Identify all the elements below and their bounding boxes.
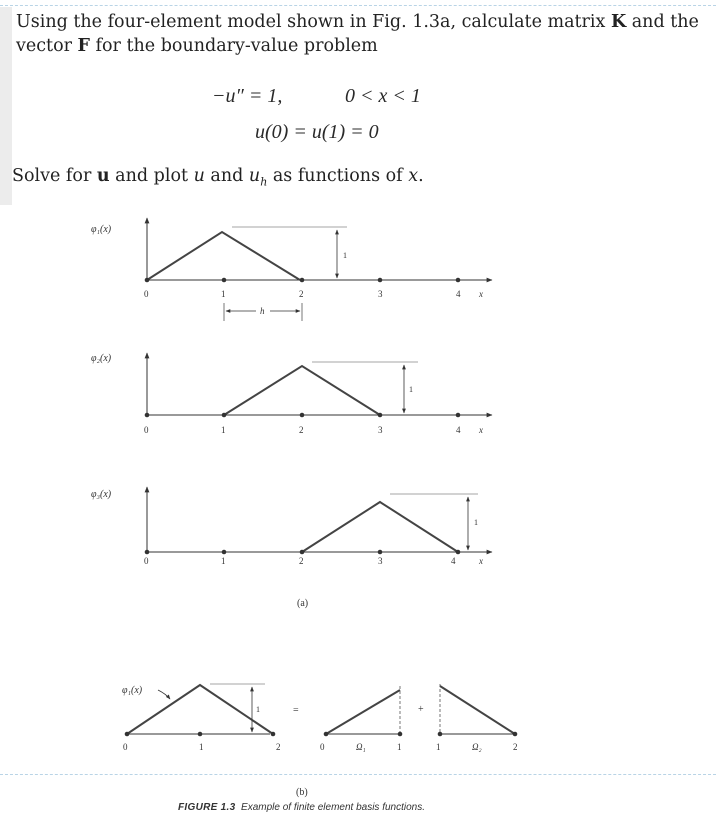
phi1-hat-curve: [127, 685, 273, 734]
node-label: 0: [123, 742, 128, 752]
node-label-0: 0: [144, 289, 149, 299]
node: [300, 278, 305, 283]
phi2-label: φ₂(x): [91, 353, 112, 364]
node: [145, 413, 150, 418]
node-label-4: 4: [451, 556, 456, 566]
node-label-4: 4: [456, 425, 461, 435]
node: [456, 278, 461, 283]
panel-b-label: (b): [296, 787, 308, 798]
omega2-label: Ω₂: [472, 742, 482, 752]
node-label-2: 2: [299, 289, 304, 299]
panel-a-phi3: [91, 487, 492, 566]
solve-text: .: [418, 166, 424, 186]
panel-b: [122, 684, 518, 752]
node-label-0: 0: [144, 425, 149, 435]
panel-a-phi1: [91, 218, 492, 321]
node: [513, 732, 518, 737]
equals-sign: =: [293, 705, 299, 716]
panel-a-label: (a): [297, 598, 309, 609]
node-label-3: 3: [378, 556, 383, 566]
phi3-hat-curve: [302, 502, 458, 552]
solve-text: as functions of: [267, 166, 409, 186]
equation-domain: 0 < x < 1: [345, 85, 421, 107]
node: [378, 278, 383, 283]
uh-symbol: u: [248, 166, 261, 186]
u-vector: u: [96, 166, 110, 186]
node: [456, 550, 461, 555]
height-label: 1: [343, 251, 347, 260]
x-axis-label: x: [479, 556, 483, 566]
node-label: 0: [320, 742, 325, 752]
solve-text: and plot: [109, 166, 194, 186]
phi1-label: φ₁(x): [91, 224, 112, 235]
u-symbol: u: [193, 166, 205, 186]
x-axis-label: x: [479, 289, 483, 299]
node: [378, 413, 383, 418]
node-label-1: 1: [221, 556, 226, 566]
solve-text: Solve for: [12, 166, 97, 186]
node-label-3: 3: [378, 425, 383, 435]
node-label-4: 4: [456, 289, 461, 299]
matrix-k: K: [610, 12, 627, 32]
h-label: h: [260, 306, 265, 316]
caption-figure-number: FIGURE 1.3: [178, 802, 236, 813]
phi1-hat-curve: [147, 232, 300, 280]
omega1-label: Ω₁: [356, 742, 366, 752]
solve-text: and: [204, 166, 249, 186]
figure-caption: [178, 802, 425, 813]
equation-ode: −u″ = 1,: [212, 85, 283, 107]
node-label: 1: [199, 742, 204, 752]
node-label: 2: [513, 742, 518, 752]
node: [198, 732, 203, 737]
node-label-3: 3: [378, 289, 383, 299]
node-label: 1: [397, 742, 402, 752]
x-symbol: x: [408, 166, 419, 186]
phi3-label: φ₃(x): [91, 489, 112, 500]
node-label-1: 1: [221, 425, 226, 435]
problem-text: and the: [626, 12, 699, 32]
omega2-shape-function: [440, 686, 515, 734]
uh-subscript: h: [260, 175, 268, 189]
height-label: 1: [409, 385, 413, 394]
panel-a-phi2: [91, 353, 492, 435]
node: [456, 413, 461, 418]
node: [324, 732, 329, 737]
height-label: 1: [474, 518, 478, 527]
problem-text: Using the four-element model shown in Fig. 1.3a, calculate matrix: [16, 12, 611, 32]
caption-text: Example of finite element basis functions.: [241, 802, 426, 813]
vector-f: F: [77, 36, 90, 56]
node-label-2: 2: [299, 556, 304, 566]
node: [145, 550, 150, 555]
omega1-shape-function: [326, 690, 400, 734]
plus-sign: +: [418, 704, 424, 715]
label-pointer-arrow: [158, 690, 170, 699]
node: [145, 278, 150, 283]
problem-text: for the boundary-value problem: [89, 36, 378, 56]
node: [438, 732, 443, 737]
node: [398, 732, 403, 737]
node: [222, 278, 227, 283]
phi2-hat-curve: [224, 366, 380, 415]
problem-text: vector: [16, 36, 78, 56]
node: [125, 732, 130, 737]
node: [300, 413, 305, 418]
node: [300, 550, 305, 555]
node-label-2: 2: [299, 425, 304, 435]
node-label-1: 1: [221, 289, 226, 299]
node-label-0: 0: [144, 556, 149, 566]
node-label: 1: [436, 742, 441, 752]
x-axis-label: x: [479, 425, 483, 435]
equation-bc: u(0) = u(1) = 0: [255, 121, 379, 143]
node: [271, 732, 276, 737]
node: [222, 550, 227, 555]
node: [378, 550, 383, 555]
node-label: 2: [276, 742, 281, 752]
node: [222, 413, 227, 418]
bottom-divider: [0, 774, 716, 775]
height-label: 1: [256, 705, 260, 714]
phi1-label: φ₁(x): [122, 685, 143, 696]
